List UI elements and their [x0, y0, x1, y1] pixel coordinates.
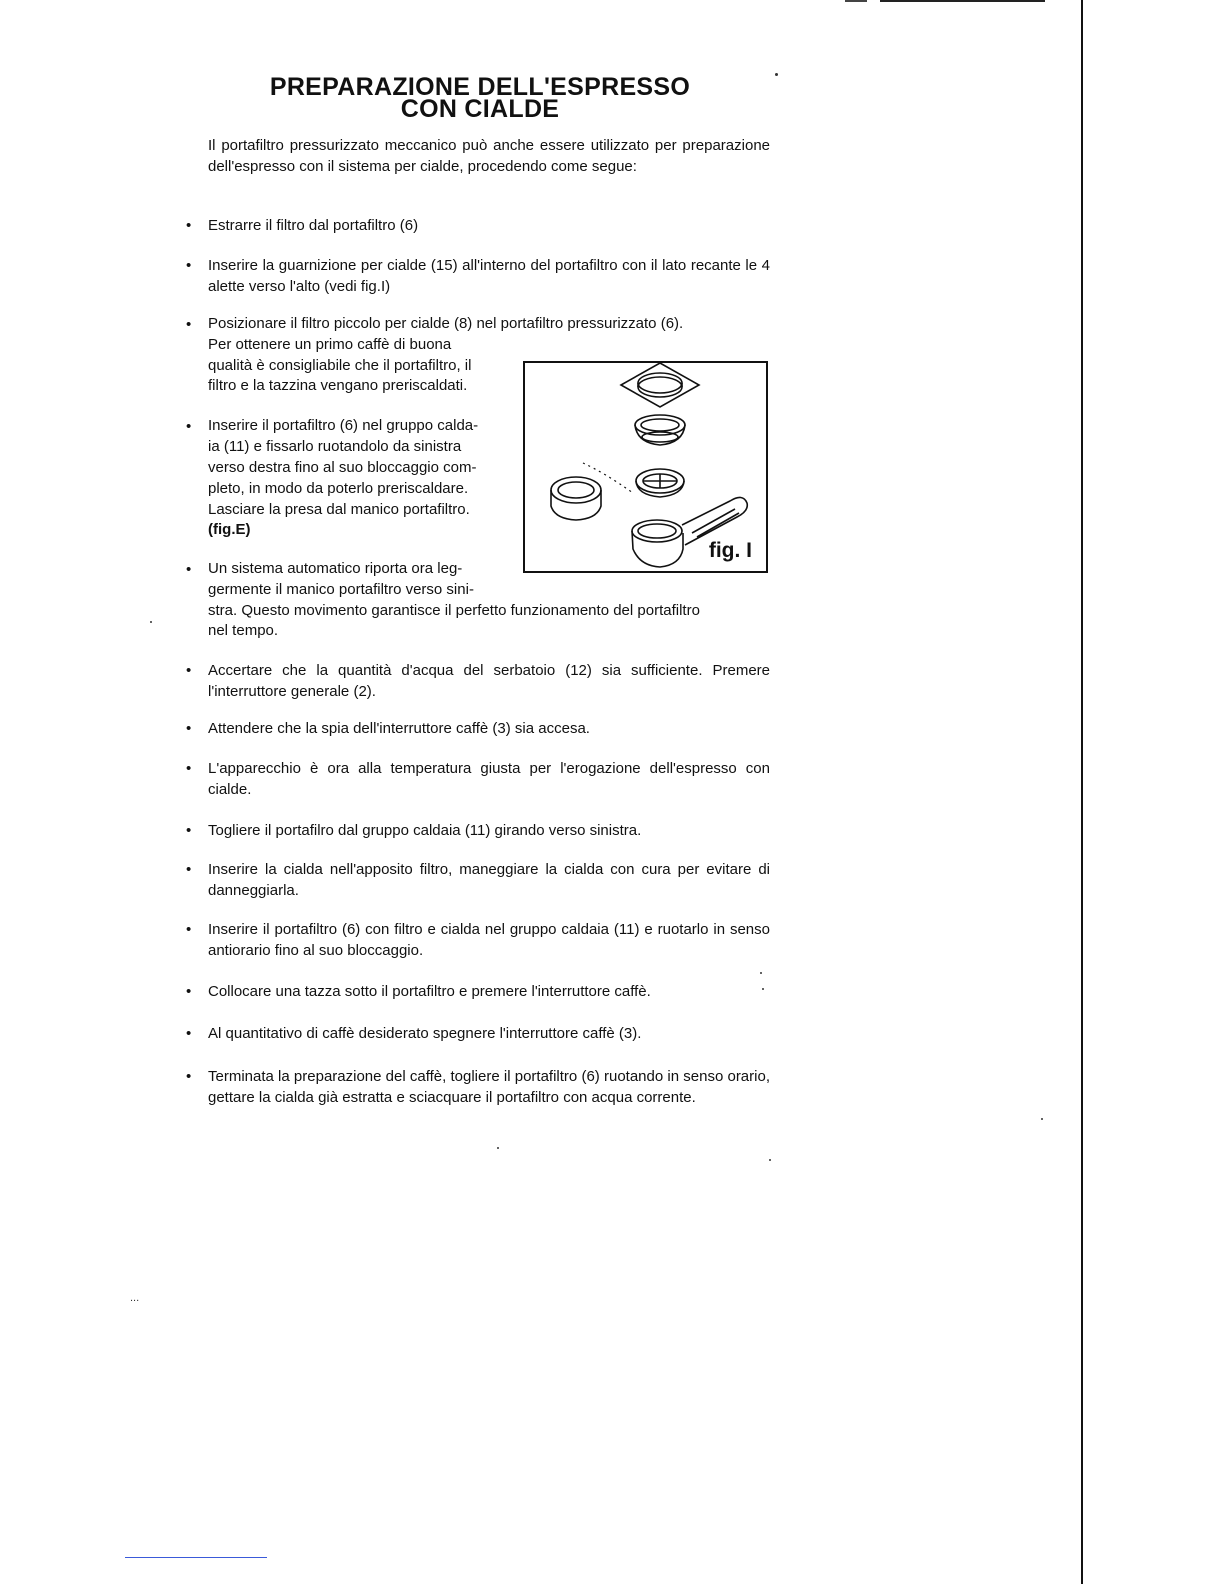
bullet-icon: •	[186, 561, 192, 578]
list-item: Attendere che la spia dell'interruttore caffè (3) sia accesa.	[208, 720, 590, 737]
figure-i	[523, 361, 768, 573]
list-item: Inserire la guarnizione per cialde (15) all'interno del portafiltro con il lato recante le 4 alette verso l'alto (vedi fig.I)	[208, 257, 770, 295]
arrow-dotted	[583, 463, 633, 493]
bullet-icon: •	[186, 217, 192, 234]
bullet-icon: •	[186, 983, 192, 1000]
bullet-icon: •	[186, 662, 192, 679]
gasket-icon	[621, 363, 699, 407]
list-item: Accertare che la quantità d'acqua del serbatoio (12) sia sufficiente. Premere l'interruttore generale (2).	[208, 662, 770, 700]
list-item-line: Inserire il portafiltro (6) nel gruppo calda-	[208, 417, 479, 434]
scan-speck	[760, 972, 762, 974]
list-item-line: verso destra fino al suo bloccaggio com-	[208, 459, 477, 476]
scan-speck	[1041, 1118, 1043, 1120]
intro-paragraph: Il portafiltro pressurizzato meccanico può anche essere utilizzato per preparazione dell'espresso con il sistema per cialde, procedendo come segue:	[208, 137, 770, 175]
scan-speck	[150, 621, 152, 623]
list-item-line: Un sistema automatico riporta ora leg-	[208, 560, 463, 577]
list-item-line: (fig.E)	[208, 521, 251, 538]
bullet-icon: •	[186, 720, 192, 737]
page-marks: ...	[130, 1292, 140, 1304]
title-line-1: PREPARAZIONE DELL'ESPRESSO	[269, 73, 691, 101]
list-item-line: Lasciare la presa dal manico portafiltro.	[208, 501, 470, 518]
bullet-icon: •	[186, 1068, 192, 1085]
scan-speck	[769, 1159, 771, 1161]
list-item-line: filtro e la tazzina vengano preriscaldati.	[208, 377, 468, 394]
list-item: Terminata la preparazione del caffè, togliere il portafiltro (6) ruotando in senso orario, gettare la cialda già estratta e sciacquare il portafiltro con acqua corrente.	[208, 1068, 770, 1106]
bullet-icon: •	[186, 861, 192, 878]
list-item-line: ia (11) e fissarlo ruotandolo da sinistra	[208, 438, 462, 455]
page-title	[230, 73, 730, 123]
list-item-line: qualità è consigliabile che il portafiltro, il	[208, 357, 472, 374]
bullet-icon: •	[186, 921, 192, 938]
list-item-line: pleto, in modo da poterlo preriscaldare.	[208, 480, 469, 497]
bullet-icon: •	[186, 1025, 192, 1042]
list-item: L'apparecchio è ora alla temperatura giusta per l'erogazione dell'espresso con cialde.	[208, 760, 770, 798]
list-item: Al quantitativo di caffè desiderato spegnere l'interruttore caffè (3).	[208, 1025, 642, 1042]
top-dash-mark	[845, 0, 867, 2]
bullet-icon: •	[186, 418, 192, 435]
bullet-icon: •	[186, 316, 192, 333]
scan-speck	[775, 73, 778, 76]
small-filter-icon	[635, 415, 685, 445]
ring-icon	[551, 477, 601, 520]
scan-speck	[497, 1147, 499, 1149]
filter-ring-icon	[636, 469, 684, 497]
list-item-line: Per ottenere un primo caffè di buona	[208, 336, 452, 353]
list-item: Collocare una tazza sotto il portafiltro e premere l'interruttore caffè.	[208, 983, 651, 1000]
bottom-rule	[125, 1557, 267, 1558]
list-item: Inserire il portafiltro (6) con filtro e cialda nel gruppo caldaia (11) e ruotarlo in senso antiorario fino al suo bloccaggio.	[208, 921, 770, 959]
bullet-icon: •	[186, 257, 192, 274]
bullet-icon: •	[186, 822, 192, 839]
list-item-line: nel tempo.	[208, 622, 279, 639]
top-rule	[880, 0, 1045, 2]
figure-label: fig. I	[708, 539, 752, 562]
page-edge-line	[1081, 0, 1083, 1584]
title-line-2: CON CIALDE	[400, 95, 560, 123]
bullet-icon: •	[186, 760, 192, 777]
list-item: Inserire la cialda nell'apposito filtro, maneggiare la cialda con cura per evitare di danneggiarla.	[208, 861, 770, 899]
list-item: Togliere il portafilro dal gruppo caldaia (11) girando verso sinistra.	[208, 822, 642, 839]
list-item-line: germente il manico portafiltro verso sini-	[208, 581, 474, 598]
list-item-line: Posizionare il filtro piccolo per cialde (8) nel portafiltro pressurizzato (6).	[208, 315, 684, 332]
list-item: Estrarre il filtro dal portafiltro (6)	[208, 217, 419, 234]
list-item-line: stra. Questo movimento garantisce il perfetto funzionamento del portafiltro	[208, 602, 700, 619]
